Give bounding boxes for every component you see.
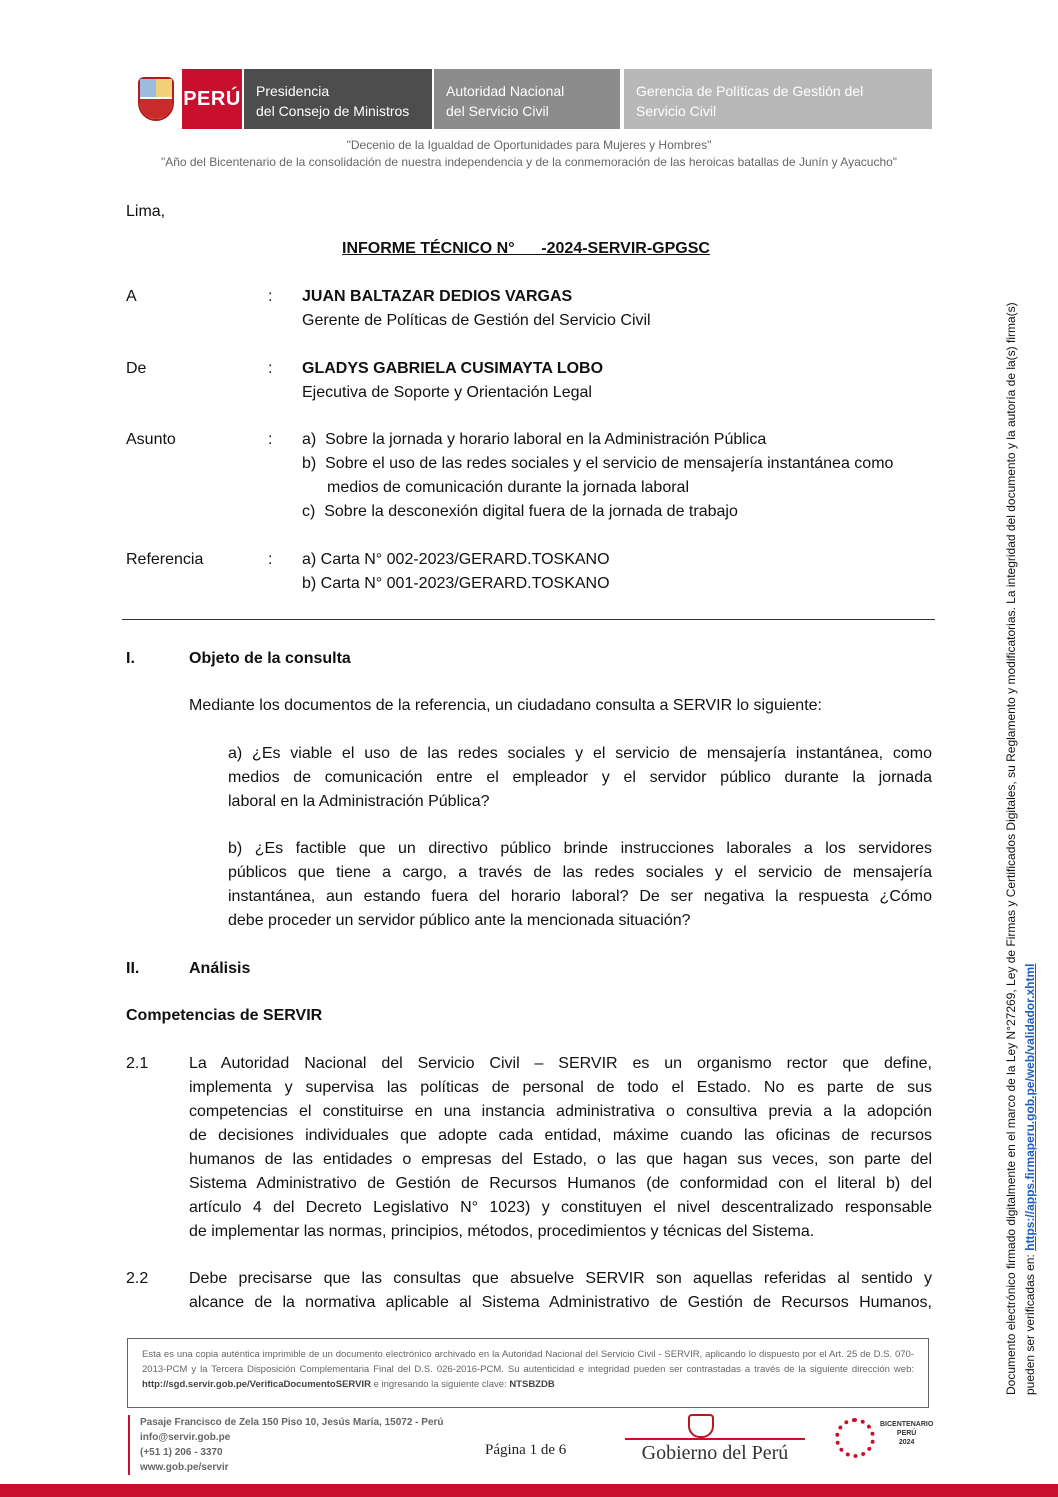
paragraph-2-2: Debe precisarse que las consultas que absuelve SERVIR son aquellas referidas al sentido y alcance de la normativa aplicable al Sistema Administrativo de Gestión de Recursos Humanos, <box>189 1270 932 1311</box>
colon: : <box>268 360 273 377</box>
bicentenario-text: BICENTENARIO PERÚ 2024 <box>880 1421 934 1446</box>
header-gerencia: Gerencia de Políticas de Gestión del Servicio Civil <box>624 69 932 129</box>
to-label: A <box>126 288 137 305</box>
section-number: I. <box>126 650 135 667</box>
page-number: Página 1 de 6 <box>485 1442 567 1458</box>
divider <box>122 619 935 620</box>
bicentenario-icon <box>835 1418 875 1458</box>
subject-item: b) Sobre el uso de las redes sociales y el servicio de mensajería instantánea como <box>302 455 894 472</box>
reference-label: Referencia <box>126 551 204 568</box>
from-role: Ejecutiva de Soporte y Orientación Legal <box>302 384 592 401</box>
to-name: JUAN BALTAZAR DEDIOS VARGAS <box>302 288 573 305</box>
header-servir: Autoridad Nacional del Servicio Civil <box>434 69 620 129</box>
from-label: De <box>126 360 147 377</box>
colon: : <box>268 551 273 568</box>
subject-item: c) Sobre la desconexión digital fuera de la jornada de trabajo <box>302 503 738 520</box>
address: Pasaje Francisco de Zela 150 Piso 10, Jesús María, 15072 - Perú <box>140 1417 444 1428</box>
section-intro: Mediante los documentos de la referencia, un ciudadano consulta a SERVIR lo siguiente: <box>189 697 822 714</box>
to-role: Gerente de Políticas de Gestión del Servicio Civil <box>302 312 651 329</box>
section-number: II. <box>126 960 140 977</box>
reference-item: a) Carta N° 002-2023/GERARD.TOSKANO <box>302 551 610 568</box>
footer-red-bar <box>0 1484 1058 1497</box>
contact-block <box>128 1415 444 1475</box>
paragraph-number: 2.2 <box>126 1270 149 1287</box>
colon: : <box>268 431 273 448</box>
subject-item: a) Sobre la jornada y horario laboral en la Administración Pública <box>302 431 767 448</box>
authenticity-notice: Esta es una copia auténtica imprimible de un documento electrónico archivado en la Autoridad Nacional del Servicio Civil - SERVIR, aplicando lo dispuesto por el Art. 25 de D.S. 070-2013-PCM y la Tercera Disposición Complementaria Final del D.S. 026-2016-PCM. Su autenticidad e integridad pueden ser contrastadas a través de la siguiente dirección web: http://sgd.servir.gob.pe/VerificaDocumentoSERVIR e ingresando la siguiente clave: NTSBZDB <box>127 1338 929 1408</box>
report-title: INFORME TÉCNICO N° -2024-SERVIR-GPGSC <box>342 240 710 257</box>
subsection-title: Competencias de SERVIR <box>126 1007 323 1024</box>
reference-item: b) Carta N° 001-2023/GERARD.TOSKANO <box>302 575 610 592</box>
colon: : <box>268 288 273 305</box>
subject-item: medios de comunicación durante la jornada laboral <box>327 479 689 496</box>
question-b: b) ¿Es factible que un directivo público brinde instrucciones laborales a los servidores públicos que tiene a cargo, a través de las redes sociales y el servicio de mensajería instantánea, aun estando fuera del horario laboral? De ser negativa la respuesta ¿Cómo debe proceder un servidor público ante la mencionada situación? <box>228 840 932 929</box>
from-name: GLADYS GABRIELA CUSIMAYTA LOBO <box>302 360 604 377</box>
email-link[interactable]: info@servir.gob.pe <box>140 1432 231 1443</box>
website-link[interactable]: www.gob.pe/servir <box>140 1462 229 1473</box>
subject-label: Asunto <box>126 431 176 448</box>
header-pcm: Presidencia del Consejo de Ministros <box>244 69 432 129</box>
validator-link[interactable]: https://apps.firmaperu.gob.pe/web/validador.xhtml <box>1023 963 1037 1251</box>
paragraph-2-1: La Autoridad Nacional del Servicio Civil – SERVIR es un organismo rector que define, implementa y supervisa las políticas de personal de todo el Estado. No es parte de sus competencias el constituirse en una instancia administrativa o consultiva previa a la adopción de decisiones individuales que adopte cada entidad, máxime cuando las oficinas de recursos humanos de las entidades o empresas del Estado, o las que hagan sus veces, son parte del Sistema Administrativo de Gestión de Recursos Humanos (de conformidad con el literal b) del artículo 4 del Decreto Legislativo N° 1023) y constituyen el nivel descentralizado responsable de implementar las normas, principios, métodos, procedimientos y técnicas del Sistema. <box>189 1055 932 1240</box>
decenio-text: "Decenio de la Igualdad de Oportunidades para Mujeres y Hombres" "Año del Bicentenario de la consolidación de nuestra independencia y de la conmemoración de las heroicas batallas de Junín y Ayacucho" <box>160 138 898 169</box>
digital-signature-note: Documento electrónico firmado digitalmente en el marco de la Ley N°27269, Ley de Firmas y Certificados Digitales, su Reglamento y modificatorias. La integridad del documento y la autoría de la(s) firma(s) pueden ser verificadas en: https://apps.firmaperu.gob.pe/web/validador.xhtml <box>1004 302 1037 1395</box>
peru-logo: PERÚ <box>182 69 242 129</box>
paragraph-number: 2.1 <box>126 1055 149 1072</box>
verification-key: NTSBZDB <box>509 1379 555 1390</box>
coat-of-arms-icon <box>130 69 182 129</box>
question-a: a) ¿Es viable el uso de las redes sociales y el servicio de mensajería instantánea, como medios de comunicación entre el empleador y el servidor público durante la jornada laboral en la Administración Pública? <box>228 745 932 810</box>
gobierno-logo: Gobierno del Perú <box>620 1412 810 1472</box>
section-title: Análisis <box>189 960 251 977</box>
verification-link[interactable]: http://sgd.servir.gob.pe/VerificaDocumentoSERVIR <box>142 1379 371 1390</box>
place-date: Lima, <box>126 203 166 220</box>
phone: (+51 1) 206 - 3370 <box>140 1447 223 1458</box>
section-title: Objeto de la consulta <box>189 650 351 667</box>
shield-icon <box>688 1414 714 1438</box>
header-bar <box>130 69 932 129</box>
